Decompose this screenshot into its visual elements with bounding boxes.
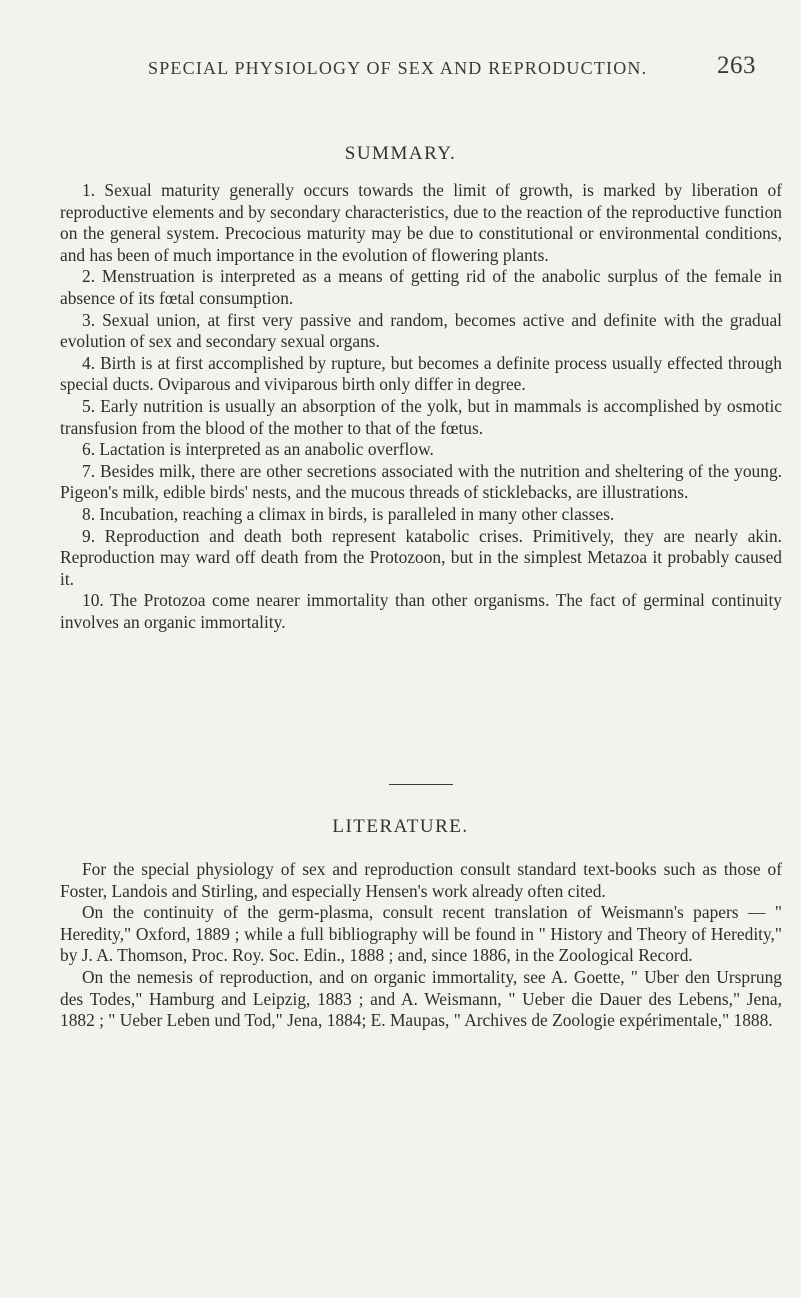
- literature-paragraph: On the nemesis of reproduction, and on organic immortality, see A. Goette, " Uber den Ursprung des Todes," Hamburg and Leipzig, 1883 ; and A. Weismann, " Ueber die Dauer des Lebens," Jena, 1882 ; " Ueber Leben und Tod," Jena, 1884; E. Maupas, " Archives de Zoologie expérimentale," 1888.: [60, 966, 782, 1031]
- literature-paragraph: For the special physiology of sex and reproduction consult standard text-books such as those of Foster, Landois and Stirling, and especially Hensen's work already often cited.: [60, 859, 782, 901]
- summary-item: 1. Sexual maturity generally occurs towards the limit of growth, is marked by liberation of reproductive elements and by secondary characteristics, due to the reaction of the reproductive function on the general system. Precocious maturity may be due to constitutional or environmental conditions, and has been of much importance in the evolution of flowering plants.: [60, 180, 782, 265]
- summary-item: 5. Early nutrition is usually an absorption of the yolk, but in mammals is accomplished by osmotic transfusion from the blood of the mother to that of the fœtus.: [60, 395, 782, 438]
- literature-section: [60, 859, 782, 1032]
- summary-item: 6. Lactation is interpreted as an anabolic overflow.: [82, 439, 434, 460]
- summary-item: 9. Reproduction and death both represent katabolic crises. Primitively, they are nearly akin. Reproduction may ward off death from the Protozoon, but in the simplest Metazoa it probably caused it.: [60, 525, 782, 589]
- summary-item: 7. Besides milk, there are other secretions associated with the nutrition and sheltering of the young. Pigeon's milk, edible birds' nests, and the mucous threads of sticklebacks, are illustrations.: [60, 460, 782, 503]
- summary-heading: SUMMARY.: [344, 143, 457, 164]
- running-title: SPECIAL PHYSIOLOGY OF SEX AND REPRODUCTION.: [148, 58, 648, 78]
- summary-item: 10. The Protozoa come nearer immortality than other organisms. The fact of germinal continuity involves an organic immortality.: [60, 590, 782, 632]
- summary-list: [60, 180, 782, 633]
- summary-item: 8. Incubation, reaching a climax in birds, is paralleled in many other classes.: [82, 503, 615, 524]
- summary-item: 3. Sexual union, at first very passive and random, becomes active and definite with the gradual evolution of sex and secondary sexual organs.: [60, 309, 782, 352]
- running-head: [148, 52, 756, 79]
- page-number: 263: [717, 52, 756, 79]
- section-divider: [389, 784, 453, 785]
- summary-item: 2. Menstruation is interpreted as a means of getting rid of the anabolic surplus of the female in absence of its fœtal consumption.: [60, 266, 782, 308]
- summary-item: 4. Birth is at first accomplished by rupture, but becomes a definite process usually effected through special ducts. Oviparous and viviparous birth only differ in degree.: [60, 352, 782, 395]
- literature-heading: LITERATURE.: [332, 816, 469, 837]
- literature-paragraph: On the continuity of the germ-plasma, consult recent translation of Weismann's papers — " Heredity," Oxford, 1889 ; while a full bibliography will be found in " History and Theory of Heredity," by J. A. Thomson, Proc. Roy. Soc. Edin., 1888 ; and, since 1886, in the Zoological Record.: [60, 902, 782, 966]
